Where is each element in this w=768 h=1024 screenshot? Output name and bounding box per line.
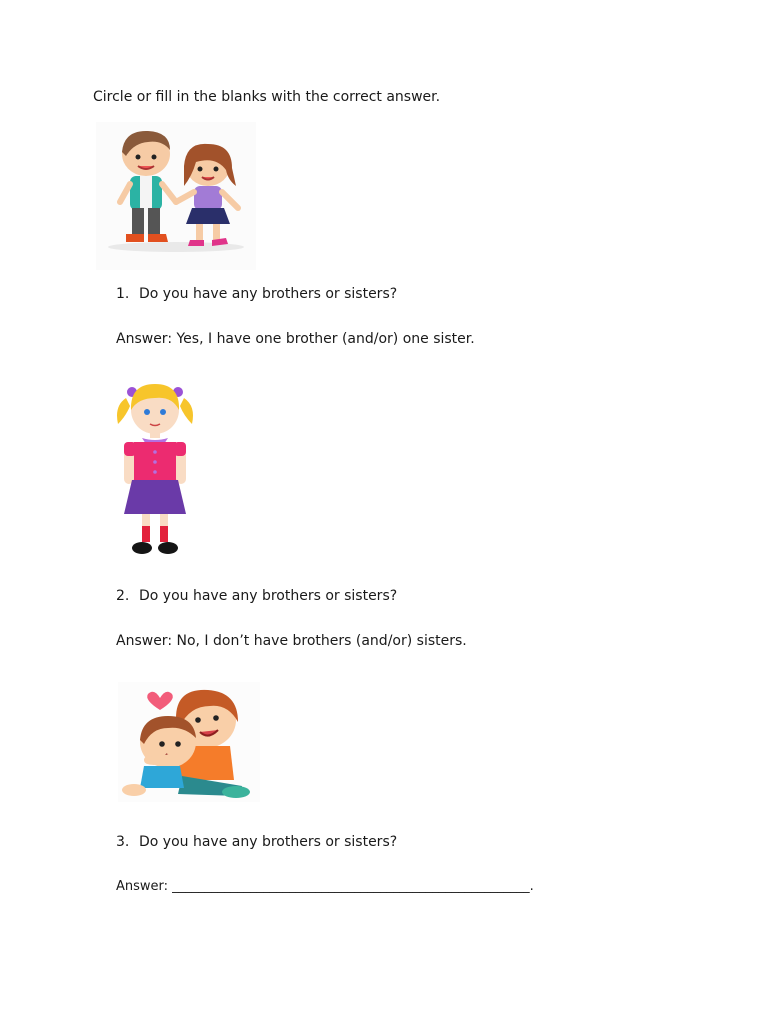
brother-and-sister-holding-hands-icon [96, 122, 256, 270]
answer-blank-field[interactable]: Answer: _______________________________________________________. [116, 879, 534, 894]
answer-text: Answer: No, I don’t have brothers (and/or) sisters. [116, 633, 467, 649]
question-text: Do you have any brothers or sisters? [139, 286, 398, 302]
girl-standing-alone-icon [112, 376, 198, 560]
question-number: 2. [116, 588, 130, 604]
question-number: 3. [116, 834, 130, 850]
siblings-hugging-icon [118, 682, 260, 802]
answer-text: Answer: Yes, I have one brother (and/or) one sister. [116, 331, 475, 347]
question-number: 1. [116, 286, 130, 302]
instruction-text: Circle or fill in the blanks with the correct answer. [93, 89, 441, 105]
question-text: Do you have any brothers or sisters? [139, 834, 398, 850]
question-text: Do you have any brothers or sisters? [139, 588, 398, 604]
